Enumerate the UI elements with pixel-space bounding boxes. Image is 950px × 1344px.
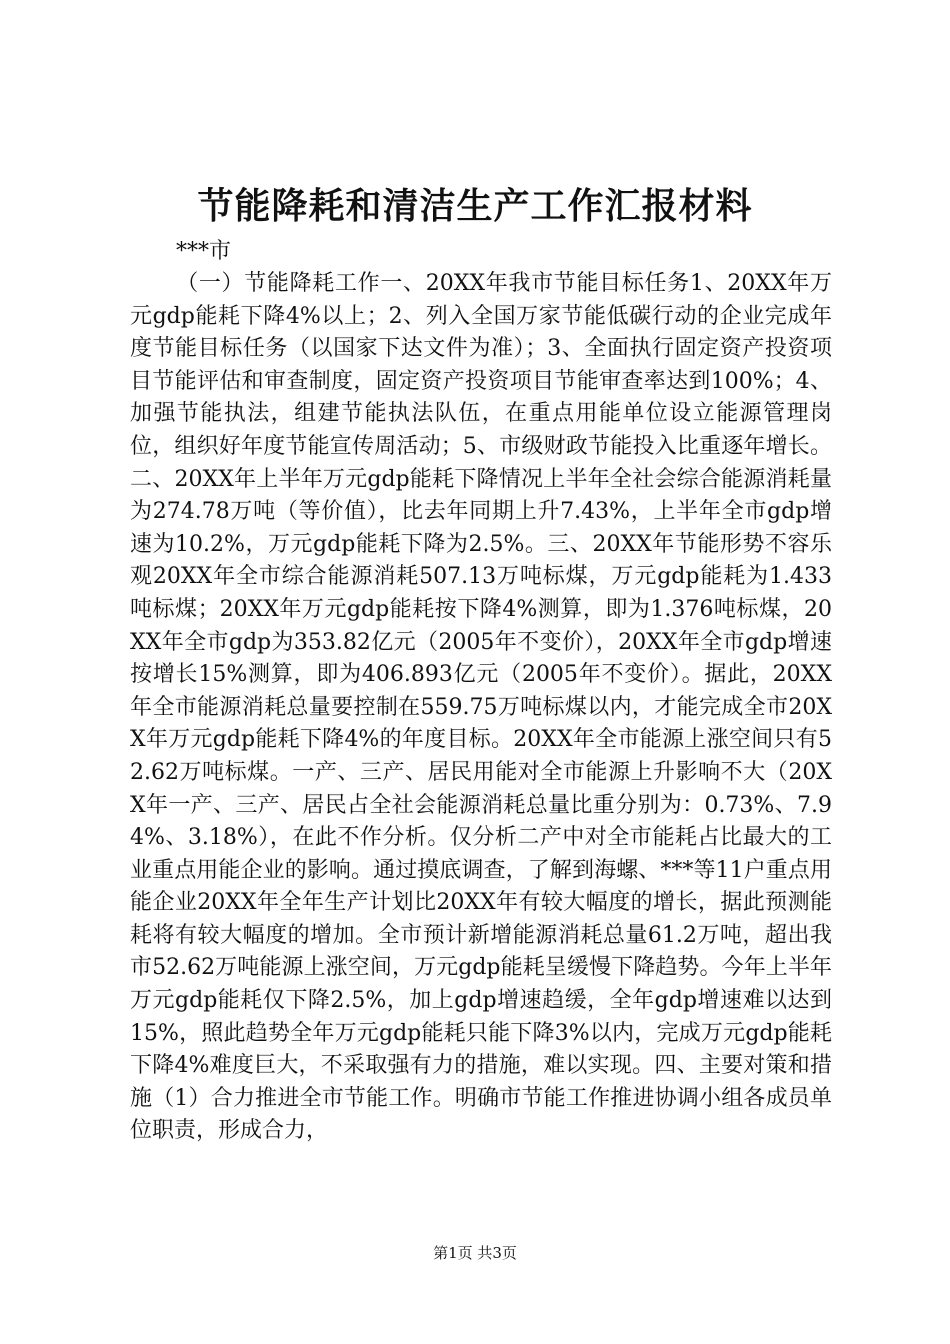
document-author: ***市 — [176, 239, 232, 264]
document-title: 节能降耗和清洁生产工作汇报材料 — [197, 186, 753, 227]
document-body: （一）节能降耗工作一、20XX年我市节能目标任务1、20XX年万元gdp能耗下降4%以上；2、列入全国万家节能低碳行动的企业完成年度节能目标任务（以国家下达文件为准）；3、全面执行固定资产投资项目节能评估和审查制度，固定资产投资项目节能审查率达到100%；4、加强节能执法，组建节能执法队伍，在重点用能单位设立能源管理岗位，组织好年度节能宣传周活动；5、市级财政节能投入比重逐年增长。二、20XX年上半年万元gdp能耗下降情况上半年全社会综合能源消耗量为274.78万吨（等价值），比去年同期上升7.43%，上半年全市gdp增速为10.2%，万元gdp能耗下降为2.5%。三、20XX年节能形势不容乐观20XX年全市综合能源消耗507.13万吨标煤，万元gdp能耗为1.433吨标煤；20XX年万元gdp能耗按下降4%测算，即为1.376吨标煤，20XX年全市gdp为353.82亿元（2005年不变价），20XX年全市gdp增速按增长15%测算，即为406.893亿元（2005年不变价）。据此，20XX年全市能源消耗总量要控制在559.75万吨标煤以内，才能完成全市20XX年万元gdp能耗下降4%的年度目标。20XX年全市能源上涨空间只有52.62万吨标煤。一产、三产、居民用能对全市能源上升影响不大（20XX年一产、三产、居民占全社会能源消耗总量比重分别为：0.73%、7.94%、3.18%），在此不作分析。仅分析二产中对全市能耗占比最大的工业重点用能企业的影响。通过摸底调查，了解到海螺、***等11户重点用能企业20XX年全年生产计划比20XX年有较大幅度的增长，据此预测能耗将有较大幅度的增加。全市预计新增能源消耗总量61.2万吨，超出我市52.62万吨能源上涨空间，万元gdp能耗呈缓慢下降趋势。今年上半年万元gdp能耗仅下降2.5%，加上gdp增速趋缓，全年gdp增速难以达到15%，照此趋势全年万元gdp能耗只能下降3%以内，完成万元gdp能耗下降4%难度巨大，不采取强有力的措施，难以实现。四、主要对策和措施（1）合力推进全市节能工作。明确市节能工作推进协调小组各成员单位职责，形成合力， — [130, 271, 832, 1144]
page-footer: 第1页 共3页 — [433, 1244, 517, 1262]
